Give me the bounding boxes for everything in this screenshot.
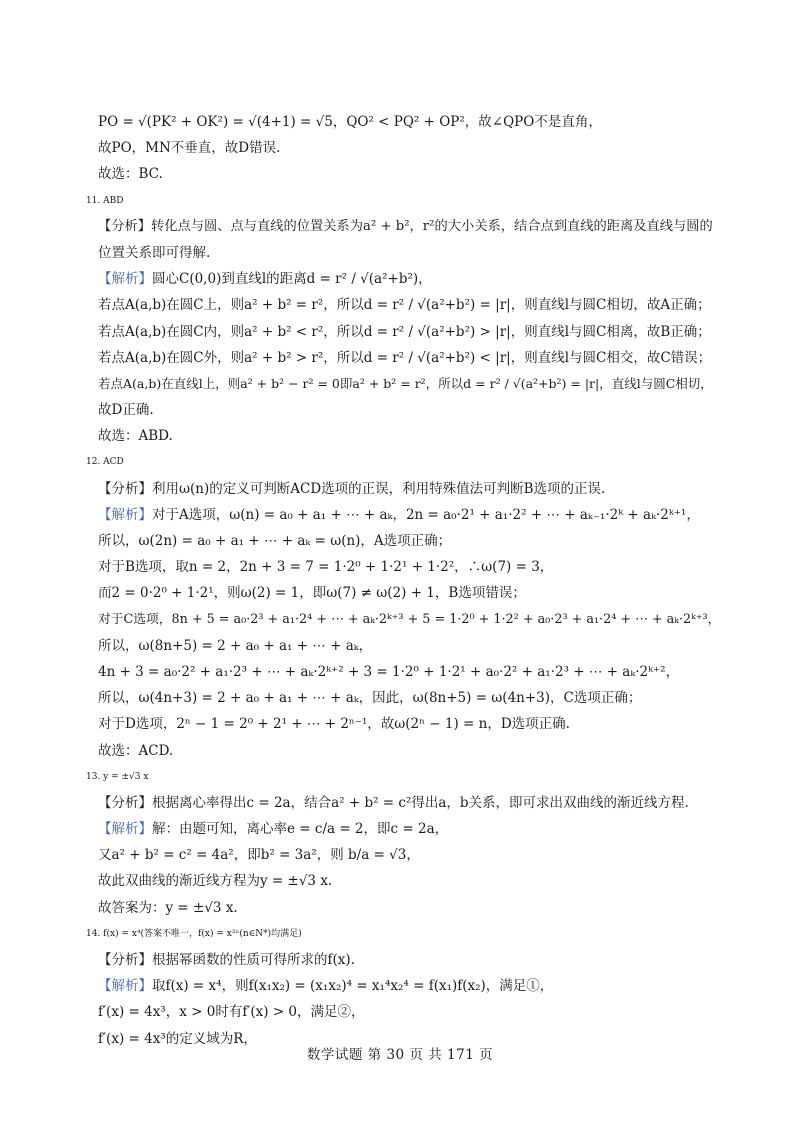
section-tag: 【解析】 bbox=[98, 271, 152, 288]
line-text: 对于D选项，2ⁿ − 1 = 2⁰ + 2¹ + ⋯ + 2ⁿ⁻¹，故ω(2ⁿ − 1) = n，D选项正确. bbox=[98, 716, 570, 733]
line-text: 根据离心率得出c = 2a，结合a² + b² = c²得出a，b关系，即可求出双曲线的渐近线方程. bbox=[152, 794, 689, 811]
document-body bbox=[86, 112, 721, 1055]
line-text: 所以，ω(2n) = a₀ + a₁ + ⋯ + aₖ = ω(n)，A选项正确； bbox=[98, 533, 452, 549]
text-line bbox=[98, 269, 713, 289]
text-line bbox=[98, 112, 713, 132]
line-text: 所以，ω(4n+3) = 2 + a₀ + a₁ + ⋯ + aₖ，因此，ω(8n+5) = ω(4n+3)，C选项正确； bbox=[98, 690, 642, 707]
line-text: 若点A(a,b)在圆C外，则a² + b² > r²，所以d = r² / √(a²+b²) < |r|，则直线l与圆C相交，故C错误； bbox=[98, 349, 712, 366]
line-text: 故答案为：y = ±√3 x. bbox=[98, 899, 238, 916]
text-line bbox=[98, 322, 713, 342]
line-text: 解：由题可知，离心率e = c/a = 2，即c = 2a， bbox=[152, 821, 449, 838]
line-text: 位置关系即可得解. bbox=[98, 244, 211, 261]
line-text: 对于A选项，ω(n) = a₀ + a₁ + ⋯ + aₖ，2n = a₀·2¹ + a₁·2² + ⋯ + aₖ₋₁·2ᵏ + aₖ·2ᵏ⁺¹， bbox=[152, 506, 700, 523]
text-line bbox=[98, 557, 713, 577]
text-line bbox=[98, 505, 713, 525]
line-text: 若点A(a,b)在圆C上，则a² + b² = r²，所以d = r² / √(a²+b²) = |r|，则直线l与圆C相切，故A正确； bbox=[98, 297, 711, 314]
text-line bbox=[98, 479, 713, 499]
text-line bbox=[98, 243, 713, 263]
line-text: 故PO，MN不垂直，故D错误. bbox=[98, 140, 281, 157]
text-line bbox=[98, 714, 713, 734]
text-line bbox=[98, 610, 721, 630]
line-text: 故此双曲线的渐近线方程为y = ±√3 x. bbox=[98, 873, 333, 890]
text-line bbox=[98, 819, 713, 839]
text-line bbox=[98, 1002, 713, 1022]
text-line bbox=[86, 924, 713, 944]
line-text: 取f(x) = x⁴，则f(x₁x₂) = (x₁x₂)⁴ = x₁⁴x₂⁴ = f(x₁)f(x₂)，满足①， bbox=[152, 978, 554, 995]
text-line bbox=[98, 164, 713, 184]
text-line bbox=[98, 662, 713, 682]
line-text: PO = √(PK² + OK²) = √(4+1) = √5，QO² < PQ² + OP²，故∠QPO不是直角， bbox=[98, 114, 602, 130]
line-text: f′(x) = 4x³的定义域为R， bbox=[98, 1030, 257, 1047]
section-tag: 【解析】 bbox=[98, 978, 152, 995]
line-text: 12. ACD bbox=[86, 457, 124, 468]
line-text: f′(x) = 4x³，x > 0时有f′(x) > 0，满足②， bbox=[98, 1004, 365, 1021]
line-text: 故选：ABD. bbox=[98, 428, 173, 445]
text-line bbox=[86, 191, 713, 211]
text-line bbox=[98, 348, 713, 368]
line-text: 转化点与圆、点与直线的位置关系为a² + b²，r²的大小关系，结合点到直线的距离及直线与圆的 bbox=[151, 218, 713, 234]
section-tag: 【解析】 bbox=[98, 506, 152, 523]
text-line bbox=[98, 793, 713, 813]
line-text: 对于B选项，取n = 2，2n + 3 = 7 = 1·2⁰ + 1·2¹ + 1·2²，∴ω(7) = 3， bbox=[98, 559, 554, 576]
text-line bbox=[98, 426, 713, 446]
text-line bbox=[98, 217, 713, 237]
line-text: 14. f(x) = x⁴(答案不唯一，f(x) = x²ⁿ(n∈N*)均满足) bbox=[86, 928, 302, 939]
text-line bbox=[86, 452, 713, 472]
section-tag: 【解析】 bbox=[98, 821, 152, 838]
section-tag: 【分析】 bbox=[98, 218, 152, 234]
line-text: 故选：ACD. bbox=[98, 742, 174, 759]
text-line bbox=[98, 845, 713, 865]
text-line bbox=[98, 531, 713, 551]
line-text: 又a² + b² = c² = 4a²，即b² = 3a²，则 b/a = √3， bbox=[98, 847, 420, 864]
line-text: 利用ω(n)的定义可判断ACD选项的正误，利用特殊值法可判断B选项的正误. bbox=[152, 480, 606, 497]
line-text: 所以，ω(8n+5) = 2 + a₀ + a₁ + ⋯ + aₖ， bbox=[98, 637, 373, 654]
text-line bbox=[98, 138, 713, 158]
text-line bbox=[98, 976, 713, 996]
text-line bbox=[86, 767, 713, 787]
line-text: 13. y = ±√3 x bbox=[86, 771, 149, 782]
line-text: 而2 = 0·2⁰ + 1·2¹，则ω(2) = 1，即ω(7) ≠ ω(2) + 1，B选项错误； bbox=[98, 585, 526, 602]
line-text: 故D正确. bbox=[98, 402, 154, 419]
text-line bbox=[98, 871, 713, 891]
section-tag: 【分析】 bbox=[98, 952, 152, 968]
section-tag: 【分析】 bbox=[98, 794, 152, 811]
text-line bbox=[98, 636, 713, 656]
text-line bbox=[98, 374, 713, 394]
text-line bbox=[98, 950, 713, 970]
line-text: 根据幂函数的性质可得所求的f(x). bbox=[152, 952, 355, 968]
line-text: 11. ABD bbox=[86, 195, 124, 206]
text-line bbox=[98, 295, 713, 315]
text-line bbox=[98, 898, 713, 918]
text-line bbox=[98, 741, 713, 761]
line-text: 若点A(a,b)在直线l上，则a² + b² − r² = 0即a² + b² = r²，所以d = r² / √(a²+b²) = |r|，直线l与圆C相切， bbox=[98, 375, 713, 391]
line-text: 故选：BC. bbox=[98, 166, 163, 183]
line-text: 对于C选项，8n + 5 = a₀·2³ + a₁·2⁴ + ⋯ + aₖ·2ᵏ⁺³ + 5 = 1·2⁰ + 1·2² + a₀·2³ + a₁·2⁴ + ⋯ + aₖ·2ᵏ⁺³， bbox=[98, 611, 721, 627]
text-line bbox=[98, 400, 713, 420]
page-footer: 数学试题 第 30 页 共 171 页 bbox=[306, 1047, 494, 1063]
line-text: 圆心C(0,0)到直线l的距离d = r² / √(a²+b²)， bbox=[152, 271, 432, 288]
text-line bbox=[98, 583, 713, 603]
line-text: 4n + 3 = a₀·2² + a₁·2³ + ⋯ + aₖ·2ᵏ⁺² + 3 = 1·2⁰ + 1·2¹ + a₀·2² + a₁·2³ + ⋯ + aₖ·2ᵏ⁺²， bbox=[98, 663, 680, 680]
section-tag: 【分析】 bbox=[98, 480, 152, 497]
text-line bbox=[98, 688, 713, 708]
line-text: 若点A(a,b)在圆C内，则a² + b² < r²，所以d = r² / √(a²+b²) > |r|，则直线l与圆C相离，故B正确； bbox=[98, 323, 711, 340]
